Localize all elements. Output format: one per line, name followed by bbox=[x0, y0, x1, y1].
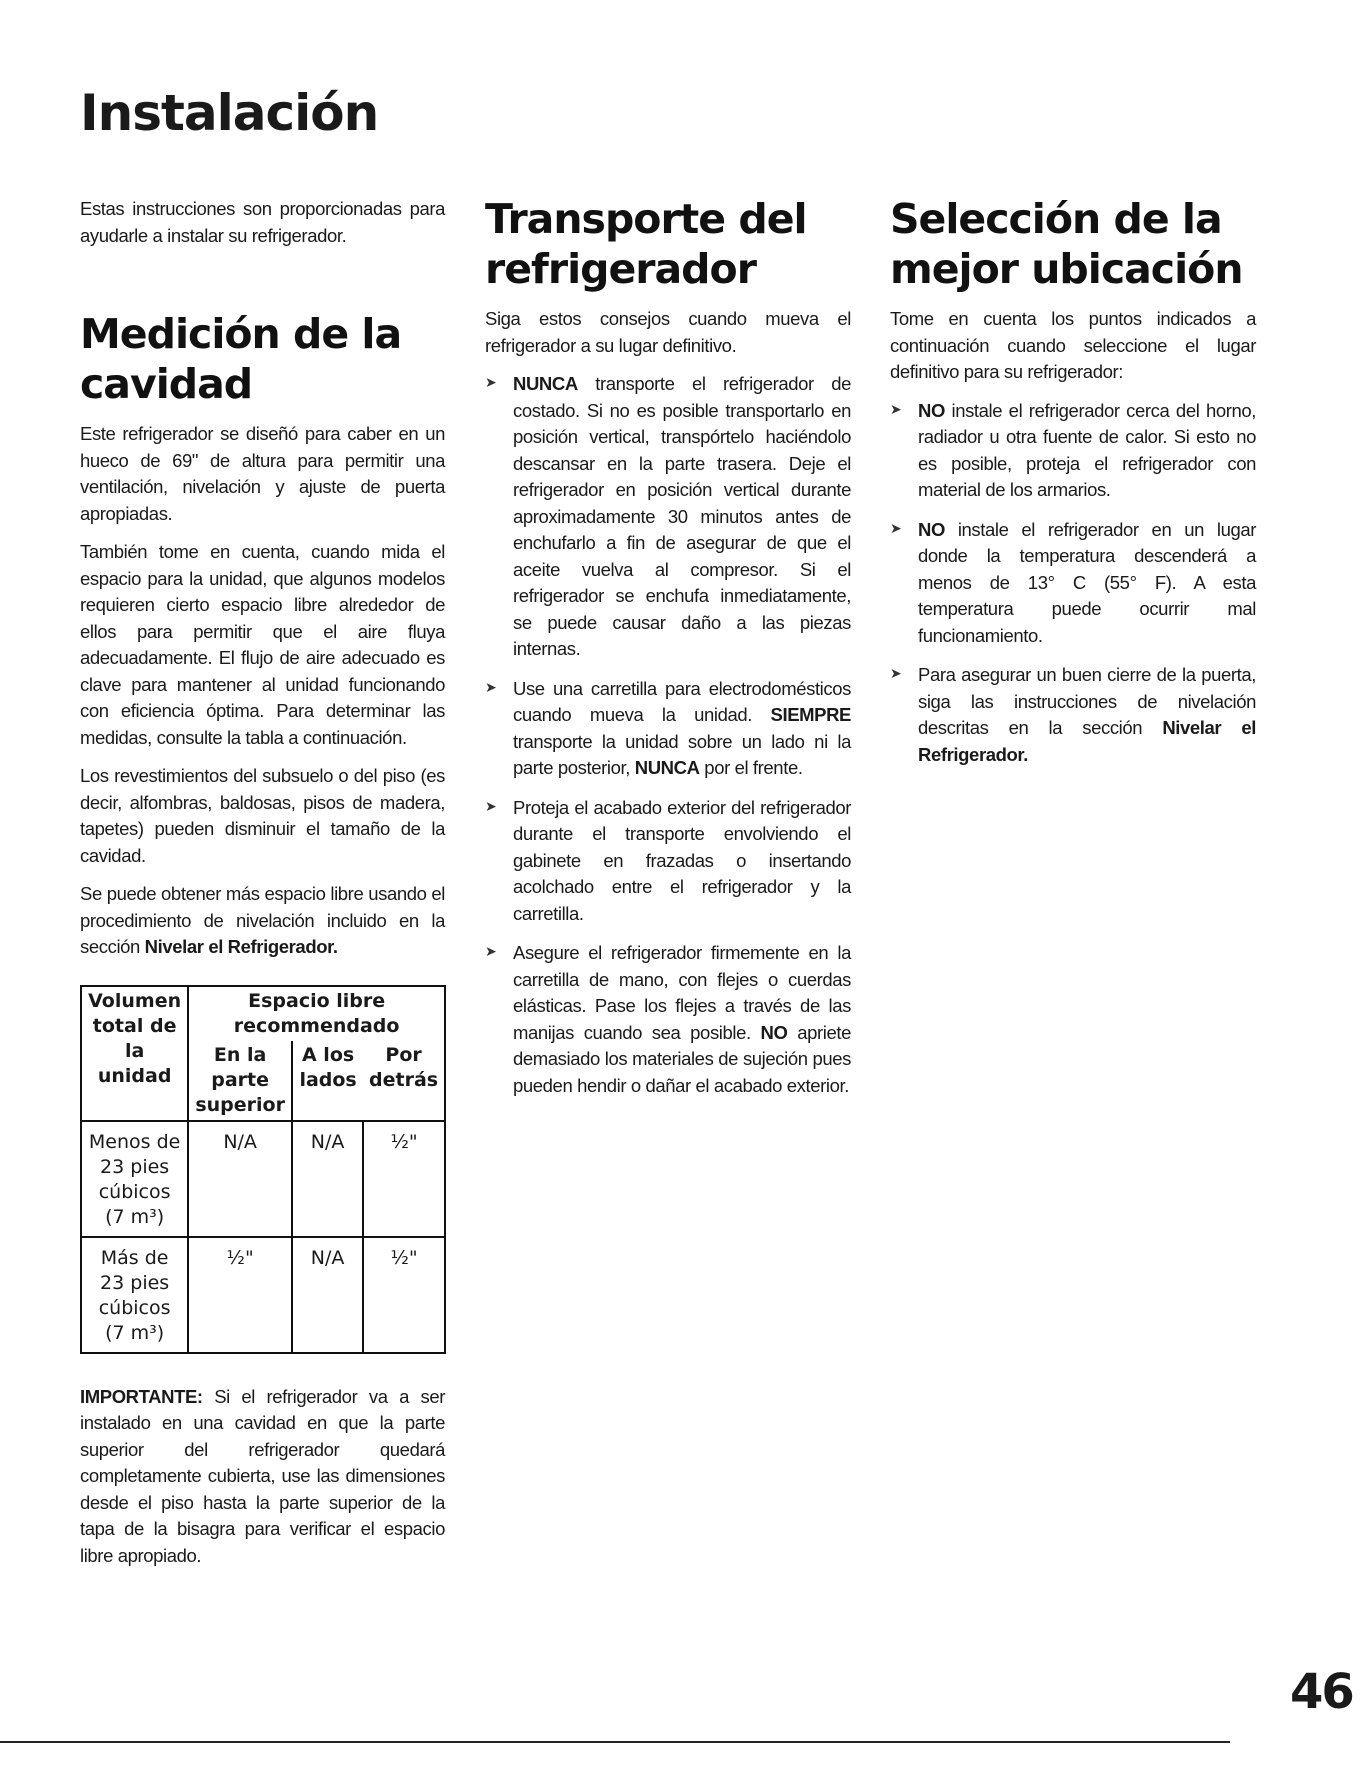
list-item: ➤ NO instale el refrigerador en un lugar donde la temperatura descenderá a menos de 13° C (55° F). A esta temperatura puede ocurrir mal funcionamiento. bbox=[890, 518, 1256, 646]
list-item: ➤ Para asegurar un buen cierre de la puerta, siga las instrucciones de nivelación descritas en la sección Nivelar el Refrigerador. bbox=[890, 664, 1256, 765]
location-intro: Tome en cuenta los puntos indicados a continuación cuando seleccione el lugar definitivo para su refrigerador: bbox=[890, 308, 1256, 382]
list-item: ➤ NO instale el refrigerador cerca del horno, radiador u otra fuente de calor. Si esto no es posible, proteja el refrigerador con material de los armarios. bbox=[890, 399, 1256, 500]
heading-location: Selección de la mejor ubicación bbox=[890, 195, 1243, 293]
page-title: Instalación bbox=[80, 84, 379, 142]
cell-sides: N/A bbox=[292, 1237, 363, 1353]
important-note bbox=[80, 1384, 445, 1570]
arrow-bullet-icon: ➤ bbox=[485, 374, 497, 390]
arrow-bullet-icon: ➤ bbox=[485, 943, 497, 959]
header-top: En la parte superior bbox=[188, 1041, 292, 1121]
clearance-table bbox=[80, 985, 446, 1354]
location-list bbox=[890, 398, 1256, 769]
cavity-paragraph-4 bbox=[80, 881, 445, 961]
arrow-bullet-icon: ➤ bbox=[485, 797, 497, 814]
arrow-bullet-icon: ➤ bbox=[890, 665, 902, 681]
list-item: ➤ Proteja el acabado exterior del refrigerador durante el transporte envolviendo el gabinete en frazadas o insertando acolchado entre el refrigerador y la carretilla. bbox=[485, 796, 851, 924]
row-label: Más de 23 pies cúbicos (7 m³) bbox=[81, 1237, 188, 1353]
cavity-paragraph-3: Los revestimientos del subsuelo o del piso (es decir, alfombras, baldosas, pisos de madera, tapetes) pueden disminuir el tamaño de la cavidad. bbox=[80, 765, 445, 866]
cell-back: ½" bbox=[363, 1121, 445, 1237]
page-number: 46 bbox=[1290, 1664, 1353, 1720]
header-back: Por detrás bbox=[363, 1041, 445, 1121]
cavity-paragraph-4-text: Se puede obtener más espacio libre usando el procedimiento de nivelación incluido en la sección bbox=[80, 883, 445, 957]
list-item: ➤ Asegure el refrigerador firmemente en la carretilla de mano, con flejes o cuerdas elásticas. Pase los flejes a través de las manijas cuando sea posible. NO apriete demasiado los materiales de sujeción pues pueden hendir o dañar el acabado exterior. bbox=[485, 942, 851, 1096]
heading-cavity-measurement: Medición de la cavidad bbox=[80, 310, 402, 408]
cavity-paragraph-1: Este refrigerador se diseñó para caber en un hueco de 69" de altura para permitir una ventilación, nivelación y ajuste de puerta apropiadas. bbox=[80, 423, 445, 524]
leveling-reference: Nivelar el Refrigerador. bbox=[144, 936, 338, 957]
column-middle bbox=[485, 196, 851, 1112]
arrow-bullet-icon: ➤ bbox=[890, 400, 902, 417]
cell-top: ½" bbox=[188, 1237, 292, 1353]
table-row bbox=[81, 1121, 445, 1237]
cell-back: ½" bbox=[363, 1237, 445, 1353]
cell-top: N/A bbox=[188, 1121, 292, 1237]
list-item: ➤ NUNCA transporte el refrigerador de costado. Si no es posible transportarlo en posición vertical, transpórtelo haciéndolo descansar en la parte trasera. Deje el refrigerador en posición vertical durante aproximadamente 30 minutos antes de enchufarlo a fin de asegurar de que el aceite vuelva al compresor. Si el refrigerador se enchufa inmediatamente, se puede causar daño a las piezas internas. bbox=[485, 373, 851, 659]
header-sides: A los lados bbox=[292, 1041, 363, 1121]
transport-list bbox=[485, 371, 851, 1099]
cell-sides: N/A bbox=[292, 1121, 363, 1237]
important-label: IMPORTANTE: bbox=[80, 1385, 203, 1407]
column-left bbox=[80, 196, 445, 1581]
heading-transport: Transporte del refrigerador bbox=[485, 195, 807, 293]
header-clearance: Espacio libre recommendado bbox=[188, 986, 445, 1041]
row-label: Menos de 23 pies cúbicos (7 m³) bbox=[81, 1121, 188, 1237]
intro-paragraph: Estas instrucciones son proporcionadas para ayudarle a instalar su refrigerador. bbox=[80, 198, 445, 246]
arrow-bullet-icon: ➤ bbox=[890, 519, 902, 536]
header-volume: Volumen total de la unidad bbox=[81, 986, 188, 1121]
arrow-bullet-icon: ➤ bbox=[485, 678, 497, 695]
list-item: ➤ Use una carretilla para electrodomésticos cuando mueva la unidad. SIEMPRE transporte la unidad sobre un lado ni la parte posterior, NUNCA por el frente. bbox=[485, 677, 851, 778]
footer-rule bbox=[0, 1741, 1230, 1743]
column-right bbox=[890, 196, 1256, 781]
table-row bbox=[81, 1237, 445, 1353]
cavity-paragraph-2: También tome en cuenta, cuando mida el espacio para la unidad, que algunos modelos requieren cierto espacio libre alrededor de ellos para permitir que el aire fluya adecuadamente. El flujo de aire adecuado es clave para mantener al unidad funcionando con eficiencia óptima. Para determinar las medidas, consulte la tabla a continuación. bbox=[80, 541, 445, 748]
transport-intro: Siga estos consejos cuando mueva el refrigerador a su lugar definitivo. bbox=[485, 308, 851, 356]
important-text: Si el refrigerador va a ser instalado en una cavidad en que la parte superior del refrigerador quedará completamente cubierta, use las dimensiones desde el piso hasta la parte superior de la tapa de la bisagra para verificar el espacio libre apropiado. bbox=[80, 1385, 445, 1566]
